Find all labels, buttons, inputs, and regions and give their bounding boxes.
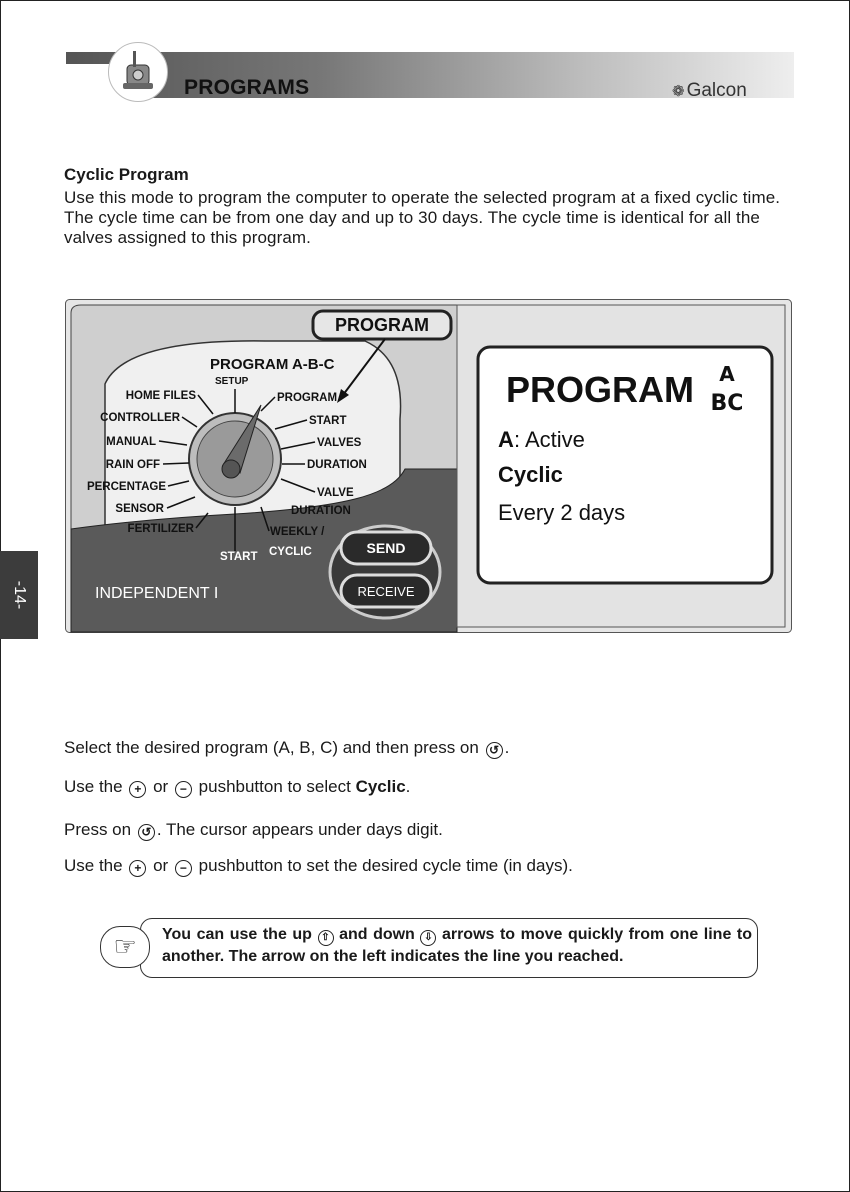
step-2-or: or xyxy=(153,777,169,796)
galcon-logo-icon: ❁ xyxy=(672,83,685,100)
step-2-cyclic: Cyclic xyxy=(355,777,406,796)
dial-label-valve-duration: DURATION xyxy=(291,505,351,517)
screen-title: PROGRAM xyxy=(506,369,694,410)
page-title: PROGRAMS xyxy=(184,76,310,99)
screen-line-3: Every 2 days xyxy=(498,500,626,525)
dial-label-controller: CONTROLLER xyxy=(100,412,180,424)
dial-label-manual: MANUAL xyxy=(106,436,156,448)
dial-label-sensor: SENSOR xyxy=(115,503,164,515)
screen-letter-a: A xyxy=(719,362,735,386)
receive-button-label: RECEIVE xyxy=(357,584,415,599)
screen-letters-bc: BC xyxy=(710,391,744,416)
dial-label-start-bottom: START xyxy=(220,551,258,563)
tip-text-1: You can use the up xyxy=(162,926,312,943)
step-4-text-b: pushbutton to set the desired cycle time (in days). xyxy=(198,856,573,875)
step-1-text: Select the desired program (A, B, C) and then press on xyxy=(64,738,479,757)
dial-title: PROGRAM A-B-C xyxy=(210,356,335,373)
up-arrow-icon: ⇧ xyxy=(318,930,334,946)
step-4-text-a: Use the xyxy=(64,856,123,875)
minus-button-icon: − xyxy=(175,860,192,877)
step-2-text-b: pushbutton to select xyxy=(198,777,351,796)
step-2-text-a: Use the xyxy=(64,777,123,796)
dial-label-weekly: WEEKLY / xyxy=(270,526,325,538)
brand-logo xyxy=(672,80,747,102)
tip-note xyxy=(100,918,758,978)
dial-label-fertilizer: FERTILIZER xyxy=(127,523,194,535)
step-4 xyxy=(64,856,573,877)
step-3-text-b: . The cursor appears under days digit. xyxy=(156,820,443,839)
step-2 xyxy=(64,777,410,798)
dial-label-start: START xyxy=(309,415,347,427)
screen-line-1-value: : Active xyxy=(514,427,585,452)
program-pill-label: PROGRAM xyxy=(335,315,429,335)
plus-button-icon: + xyxy=(129,781,146,798)
step-3 xyxy=(64,820,443,841)
pointing-hand-icon: ☞ xyxy=(100,926,150,968)
tip-text-3: arrows to move quickly from one line to another. The arrow on the left indicates the line you reached. xyxy=(162,926,752,965)
screen-line-2: Cyclic xyxy=(498,462,563,487)
enter-button-icon: ↺ xyxy=(486,742,503,759)
minus-button-icon: − xyxy=(175,781,192,798)
screen-line-1-key: A xyxy=(498,427,514,452)
plus-button-icon: + xyxy=(129,860,146,877)
step-1-end: . xyxy=(504,738,510,757)
dial-label-valve: VALVE xyxy=(317,487,354,499)
page-number: -14- xyxy=(11,580,28,610)
dial-label-valves: VALVES xyxy=(317,437,362,449)
brand-name: Galcon xyxy=(686,80,747,101)
dial-label-program: PROGRAM xyxy=(277,392,338,404)
controller-illustration xyxy=(65,299,792,633)
dial-label-cyclic: CYCLIC xyxy=(269,546,312,558)
step-1 xyxy=(64,738,509,759)
dial-label-duration: DURATION xyxy=(307,459,367,471)
model-name: INDEPENDENT I xyxy=(95,585,219,602)
section-title: Cyclic Program xyxy=(64,165,189,184)
intro-paragraph: Use this mode to program the computer to operate the selected program at a fixed cyclic time. The cycle time can be from one day and up to 30 days. The cycle time is identical for all the valves assigned to this program. xyxy=(64,188,781,247)
dial-label-percentage: PERCENTAGE xyxy=(86,481,166,493)
step-4-or: or xyxy=(153,856,169,875)
send-button-label: SEND xyxy=(366,540,406,556)
down-arrow-icon: ⇩ xyxy=(420,930,436,946)
dial-label-home-files: HOME FILES xyxy=(125,390,196,402)
tip-note-text xyxy=(162,924,752,967)
page-number-tab xyxy=(0,551,38,639)
controller-icon xyxy=(108,42,168,102)
tip-text-2: and down xyxy=(339,926,415,943)
dial-label-rain-off: RAIN OFF xyxy=(105,459,160,471)
step-3-text-a: Press on xyxy=(64,820,132,839)
step-2-end: . xyxy=(405,777,411,796)
enter-button-icon: ↺ xyxy=(138,824,155,841)
dial-label-setup: SETUP xyxy=(215,376,249,387)
